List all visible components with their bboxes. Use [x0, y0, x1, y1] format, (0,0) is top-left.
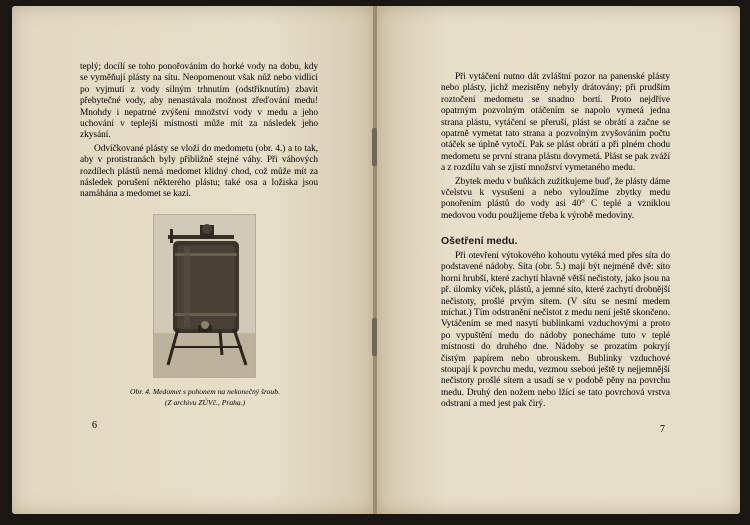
caption-source: (Z archivu ZÚVč., Praha.)	[164, 398, 246, 407]
paragraph: Zbytek medu v buňkách zužitkujeme buď, že plásty dáme včelstvu k vysušení a nebo vyloužíme zbytky medu ponořením plástů do vody asi 40° C teplé a vzniklou medovou vodu použijeme třeba k výrobě medoviny.	[441, 176, 670, 221]
left-page-body	[80, 62, 318, 201]
staple-bottom	[372, 318, 377, 356]
page-number-right: 7	[660, 424, 665, 435]
section-heading: Ošetření medu.	[441, 235, 518, 247]
paragraph: Při vytáčení nutno dát zvláštní pozor na panenské plásty nebo plásty, jichž mezistěny nebyly drátovány; při prudším roztočení medometu se snadno bortí. Proto nejdříve opatrným pozvolným otáčením se napolo vymetá jedna strana plástu, vytáčení se přeruší, plást se obrátí a začne se opatrně vymetat tato strana a pozvolným zvyšováním počtu otáček se úplně vytočí. Pak se plást obrátí a při plném chodu medometu se první strana plástu dovymetá. Plást se pak zváží a z rozdílu vah se zjistí množství vymetaného medu.	[441, 72, 670, 174]
right-page-body-top	[441, 72, 670, 222]
paragraph: teplý; docílí se toho ponořováním do horké vody na dobu, kdy se vyměňují plásty na sítu. Neopomenout však nůž nebo vidlici po vyjmutí z vody silným trhnutím (odstřiknutím) zbavit přebytečné vody, aby nenastávala možnost zřeďování medu! Mnohdy i nepatrné zvýšení množství vody v medu a jeho uchování v teplejší místnosti může mít za následek jeho zkysání.	[80, 62, 318, 141]
figure-caption	[100, 386, 310, 408]
page-number-left: 6	[92, 420, 97, 431]
paragraph: Odvíčkované plásty se vloží do medometu (obr. 4.) a to tak, aby v protistranách byly přibližně stejné váhy. Při váhových rozdílech plástů nemá medomet klidný chod, což může mít za následek porušení některého plástu; také osa a ložiska jsou namáhána a medomet se kazí.	[80, 143, 318, 200]
honey-extractor-photo	[153, 214, 256, 378]
right-page-body-bottom	[441, 251, 670, 411]
staple-top	[372, 128, 377, 166]
caption-title: Obr. 4. Medomet s pohonem na nekonečný šroub.	[130, 387, 280, 396]
book-gutter	[373, 6, 377, 514]
paragraph: Při otevření výtokového kohoutu vytéká med přes síta do podstavené nádoby. Síta (obr. 5.) mají být nejméně dvě: síto horní hrubší, které zachytí hlavně větší nečistoty, jako jsou na př. úlomky víček, plástů, a jemné síto, které zachytí drobnější nečistoty, prošlé prvým sítem. (V sítu se nesmí medem míchat.) Tím odstranění nečistot z medu není ještě skončeno. Vytáčením se med nasytí bublinkami vzduchovými a proto po vypuštění medu do nádoby ponecháme tuto v teplé místnosti do druhého dne. Nádoby se prozatím pokryjí čistým papírem nebo ubrouskem. Bublinky vzduchové stoupají k povrchu medu, vezmou sseboú ještě ty nejjemnější nečistoty prošlé sítem a usadí se v podobě pěny na povrchu medu. Druhý den nožem nebo lžící se tato povrchová vrstva odstraní a med jest pak čirý.	[441, 251, 670, 410]
